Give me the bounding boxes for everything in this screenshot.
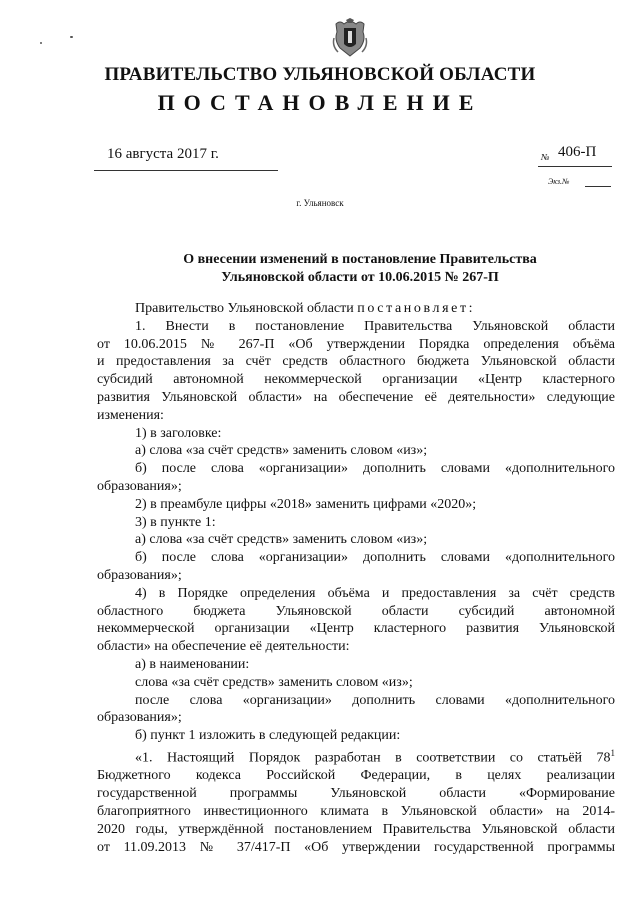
date-underline (94, 170, 278, 171)
body-line: 2) в преамбуле цифры «2018» заменить цифрами «2020»; (135, 496, 477, 512)
body-line: 4) в Порядке определения объёма и предоставления за счёт средств (135, 585, 615, 601)
scan-speck (70, 36, 73, 38)
number-label: № (541, 152, 550, 162)
body-line: слова «за счёт средств» заменить словом «из»; (135, 674, 413, 690)
body-line: области» на обеспечение её деятельности: (97, 639, 350, 655)
quote-superscript: 1 (610, 747, 615, 758)
document-type: ПОСТАНОВЛЕНИЕ (157, 90, 483, 115)
quote-line: благоприятного инвестиционного климата в Ульяновской области» на 2014- (97, 803, 615, 819)
city-name: г. Ульяновск (296, 198, 344, 208)
quote-text: «1. Настоящий Порядок разработан в соответствии со статьёй 78 (135, 750, 611, 766)
body-line: б) пункт 1 изложить в следующей редакции: (135, 728, 401, 744)
body-line: субсидий автономной некоммерческой организации «Центр кластерного (97, 372, 615, 388)
subject-line: О внесении изменений в постановление Правительства (183, 252, 537, 267)
body-line: образования»; (97, 478, 182, 494)
document-date: 16 августа 2017 г. (107, 146, 219, 162)
body-line: областного бюджета Ульяновской области субсидий автономной (97, 603, 615, 619)
quote-line: от 11.09.2013 № 37/417-П «Об утверждении государственной программы (97, 839, 615, 855)
body-line: 1) в заголовке: (135, 425, 222, 441)
document-subject (0, 251, 640, 287)
body-line: развития Ульяновской области» на обеспечение её деятельности» следующие (97, 389, 615, 405)
body-line: после слова «организации» дополнить словами «дополнительного (135, 692, 615, 708)
subject-line: Ульяновской области от 10.06.2015 № 267-П (221, 270, 499, 285)
copy-number-underline (585, 186, 611, 187)
document-body (97, 300, 615, 856)
body-line: 3) в пункте 1: (135, 514, 216, 530)
organization-title: ПРАВИТЕЛЬСТВО УЛЬЯНОВСКОЙ ОБЛАСТИ (104, 64, 536, 85)
body-line: 1. Внести в постановление Правительства Ульяновской области (135, 318, 615, 334)
number-underline (538, 166, 612, 167)
body-line: от 10.06.2015 № 267-П «Об утверждении Порядка определения объёма (97, 336, 615, 352)
body-line: а) слова «за счёт средств» заменить словом «из»; (135, 443, 428, 459)
body-intro (97, 300, 615, 318)
body-line: некоммерческой организации «Центр кластерного развития Ульяновской (97, 621, 615, 637)
body-line: а) в наименовании: (135, 656, 250, 672)
body-line: образования»; (97, 710, 182, 726)
quote-line: Бюджетного кодекса Российской Федерации, в целях реализации (97, 768, 615, 784)
scan-speck (40, 42, 42, 44)
coat-of-arms-emblem (330, 18, 370, 60)
quote-line: 2020 годы, утверждённой постановлением Правительства Ульяновской области (97, 821, 615, 837)
body-line: б) после слова «организации» дополнить словами «дополнительного (135, 461, 615, 477)
quote-line: государственной программы Ульяновской области «Формирование (97, 786, 615, 802)
copy-number-label: Экз.№ (548, 177, 570, 186)
body-line: изменения: (97, 407, 164, 423)
body-line: а) слова «за счёт средств» заменить словом «из»; (135, 532, 428, 548)
body-line: образования»; (97, 567, 182, 583)
intro-text: Правительство Ульяновской области (135, 301, 354, 316)
intro-spaced-verb: постановляет: (357, 301, 476, 316)
body-line: и предоставления за счёт средств областного бюджета Ульяновской области (97, 354, 615, 370)
quote-line (97, 745, 615, 767)
document-number: 406-П (558, 144, 597, 160)
body-line: б) после слова «организации» дополнить словами «дополнительного (135, 550, 615, 566)
